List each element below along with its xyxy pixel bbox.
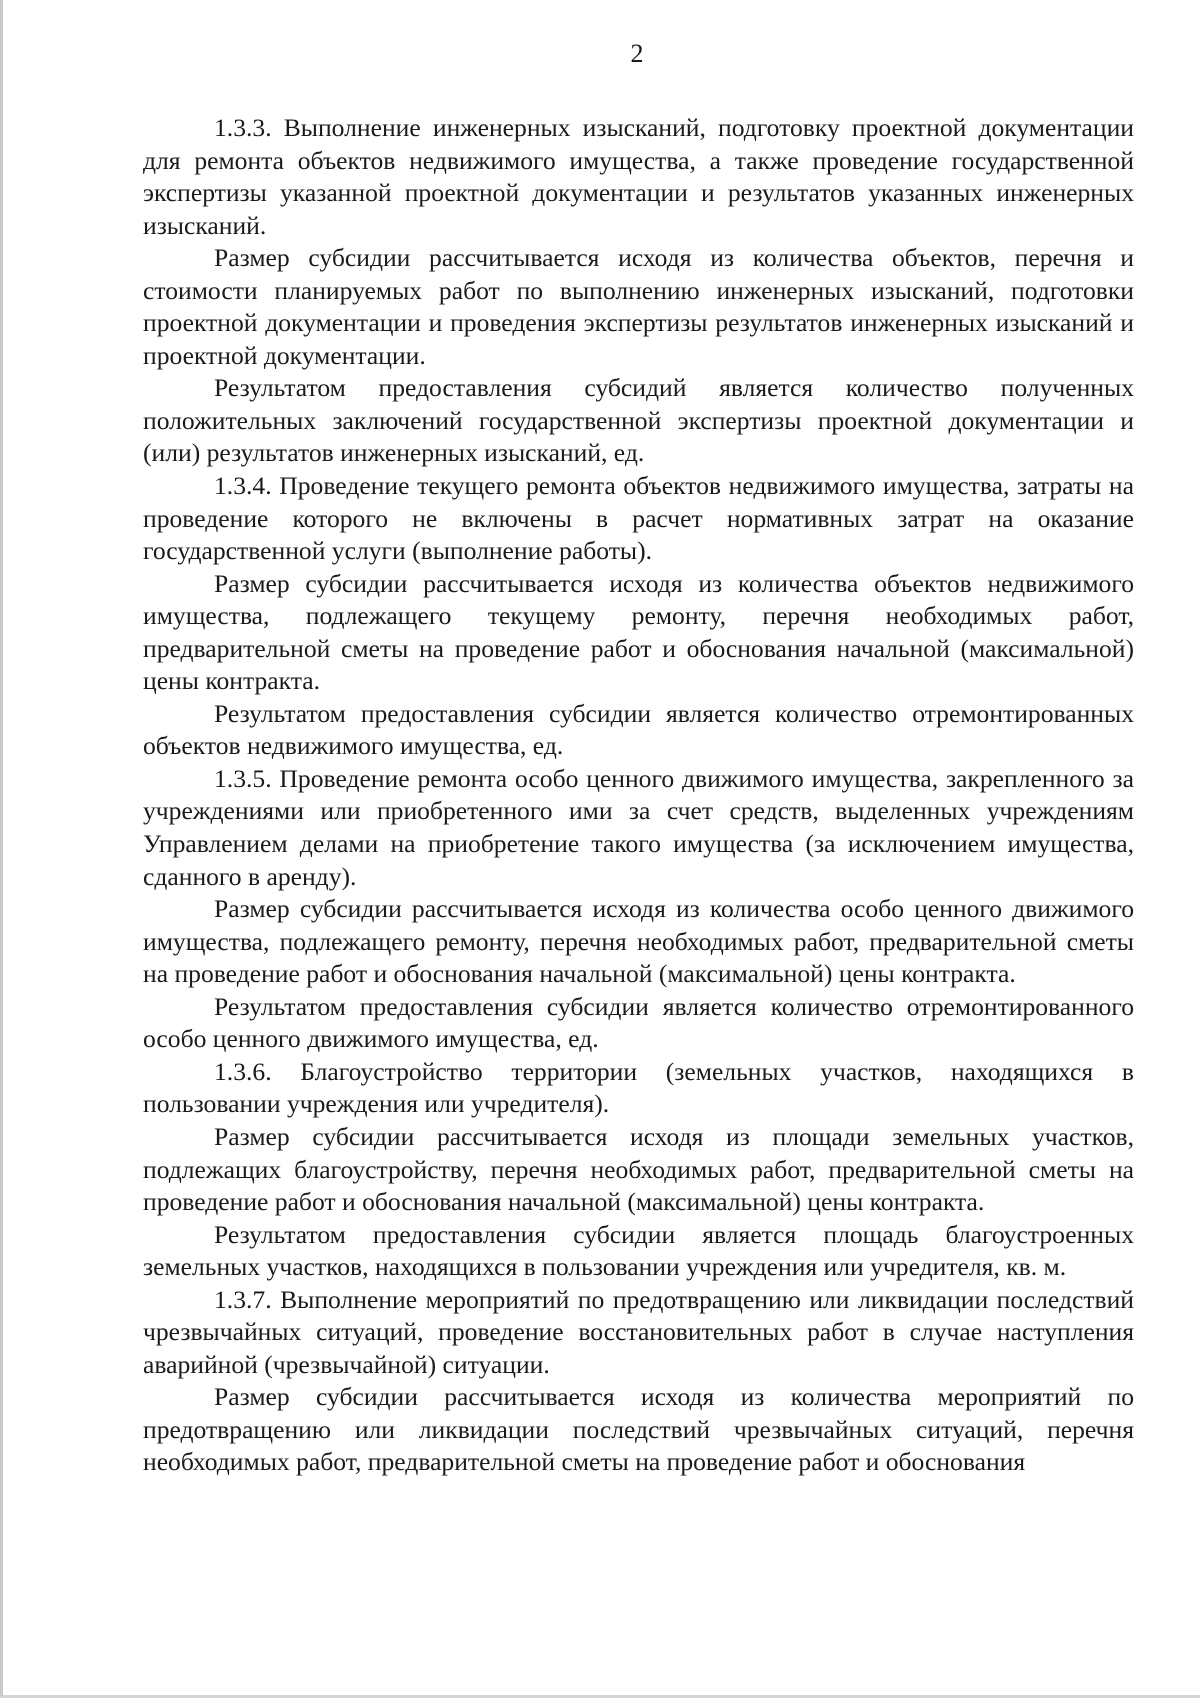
paragraph-1-3-5: 1.3.5. Проведение ремонта особо ценного движимого имущества, закрепленного за учреждениями или приобретенного ими за счет средств, выделенных учреждениям Управлением делами на приобретение такого имущества (за исключением имущества, сданного в аренду). bbox=[143, 763, 1134, 891]
paragraph-1-3-6: 1.3.6. Благоустройство территории (земельных участков, находящихся в пользовании учреждения или учредителя). bbox=[143, 1056, 1134, 1119]
paragraph-1-3-4-result: Результатом предоставления субсидии является количество отремонтированных объектов недвижимого имущества, ед. bbox=[143, 698, 1134, 761]
paragraph-1-3-6-subsidy-size: Размер субсидии рассчитывается исходя из площади земельных участков, подлежащих благоустройству, перечня необходимых работ, предварительной сметы на проведение работ и обоснования начальной (максимальной) цены контракта. bbox=[143, 1121, 1134, 1217]
paragraph-1-3-3-result: Результатом предоставления субсидий является количество полученных положительных заключений государственной экспертизы проектной документации и (или) результатов инженерных изысканий, ед. bbox=[143, 373, 1134, 468]
paragraph-1-3-3: 1.3.3. Выполнение инженерных изысканий, подготовку проектной документации для ремонта объектов недвижимого имущества, а также проведение государственной экспертизы указанной проектной документации и результатов указанных инженерных изысканий. bbox=[143, 113, 1134, 240]
paragraph-1-3-5-subsidy-size: Размер субсидии рассчитывается исходя из количества особо ценного движимого имущества, подлежащего ремонту, перечня необходимых работ, предварительной сметы на проведение работ и обоснования начальной (максимальной) цены контракта. bbox=[143, 894, 1134, 989]
paragraph-1-3-7: 1.3.7. Выполнение мероприятий по предотвращению или ликвидации последствий чрезвычайных ситуаций, проведение восстановительных работ в случае наступления аварийной (чрезвычайной) ситуации. bbox=[143, 1284, 1134, 1379]
paragraph-1-3-4-subsidy-size: Размер субсидии рассчитывается исходя из количества объектов недвижимого имущества, подлежащего текущему ремонту, перечня необходимых работ, предварительной сметы на проведение работ и обоснования начальной (максимальной) цены контракта. bbox=[143, 568, 1134, 696]
page-number: 2 bbox=[630, 39, 644, 68]
paragraph-1-3-6-result: Результатом предоставления субсидии является площадь благоустроенных земельных участков, находящихся в пользовании учреждения или учредителя, кв. м. bbox=[143, 1219, 1134, 1282]
paragraph-1-3-4: 1.3.4. Проведение текущего ремонта объектов недвижимого имущества, затраты на проведение которого не включены в расчет нормативных затрат на оказание государственной услуги (выполнение работы). bbox=[143, 471, 1134, 566]
paragraph-1-3-3-subsidy-size: Размер субсидии рассчитывается исходя из количества объектов, перечня и стоимости планируемых работ по выполнению инженерных изысканий, подготовки проектной документации и проведения экспертизы результатов инженерных изысканий и проектной документации. bbox=[143, 243, 1134, 370]
paragraph-1-3-7-subsidy-size: Размер субсидии рассчитывается исходя из количества мероприятий по предотвращению или ликвидации последствий чрезвычайных ситуаций, перечня необходимых работ, предварительной сметы на проведение работ и обоснования bbox=[143, 1382, 1134, 1477]
document-body bbox=[143, 112, 1134, 1479]
paragraph-1-3-5-result: Результатом предоставления субсидии является количество отремонтированного особо ценного движимого имущества, ед. bbox=[143, 991, 1134, 1054]
